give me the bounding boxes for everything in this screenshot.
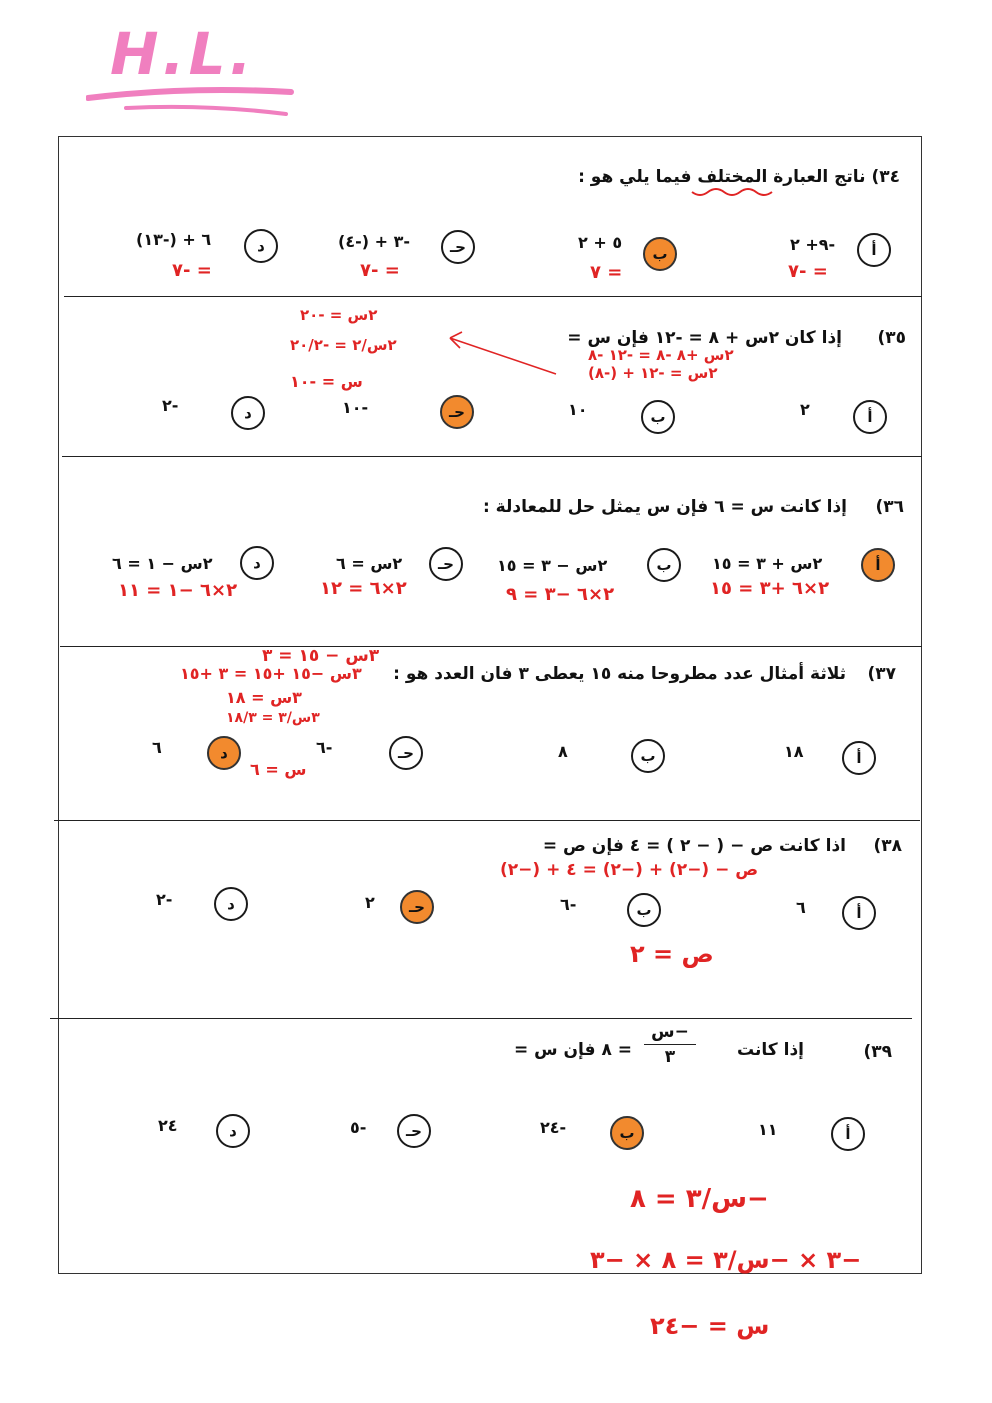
q38-work-line1: ص − (−٢) + (−٢) = ٤ + (−٢) xyxy=(500,860,759,880)
option-c-bubble[interactable]: حـ xyxy=(440,395,474,429)
option-a-work: ٢×٦ +٣ = ١٥ xyxy=(710,578,830,599)
q35-work-line1: ٢س +٨ -٨ = -١٢ -٨ xyxy=(588,346,734,364)
option-c-work: ٢×٦ = ١٢ xyxy=(320,578,407,599)
option-a-bubble[interactable]: أ xyxy=(831,1117,865,1151)
option-c-text: ٢س = ٦ xyxy=(336,554,403,573)
option-b-text: ١٠ xyxy=(568,400,588,419)
option-a-text: ٦ xyxy=(796,898,806,917)
initials-annotation: H.L. xyxy=(110,20,256,88)
option-a-work: = -٧ xyxy=(788,261,828,282)
option-c-bubble[interactable]: حـ xyxy=(397,1114,431,1148)
arrow-annotation xyxy=(440,326,560,380)
initials-underline xyxy=(86,84,296,134)
option-a-text: ٢س + ٣ = ١٥ xyxy=(712,554,823,573)
question-39-number: ٣٩) xyxy=(863,1042,892,1062)
option-a-bubble[interactable]: أ xyxy=(842,896,876,930)
option-b-text: ٥ + ٢ xyxy=(578,233,623,252)
option-a-text: ١١ xyxy=(758,1120,778,1139)
option-d-bubble[interactable]: د xyxy=(216,1114,250,1148)
option-a-bubble[interactable]: أ xyxy=(853,400,887,434)
underline-mark xyxy=(690,186,780,200)
q39-work-line2: −٣ × −س/٣ = ٨ × −٣ xyxy=(590,1246,862,1274)
option-a-text: -٩+ ٢ xyxy=(790,235,836,254)
option-c-text: -٥ xyxy=(350,1118,367,1137)
option-a-bubble[interactable]: أ xyxy=(842,741,876,775)
question-39-suffix: = ٨ فإن س = xyxy=(513,1040,632,1060)
option-a-text: ١٨ xyxy=(784,742,804,761)
option-b-text: -٦ xyxy=(560,895,577,914)
q35-work-line3: ٢س = -٢٠ xyxy=(300,306,378,324)
option-b-work: = ٧ xyxy=(590,262,623,283)
divider xyxy=(50,1018,912,1019)
fraction-numerator: −س xyxy=(651,1022,689,1042)
option-d-bubble[interactable]: د xyxy=(240,546,274,580)
q37-work-line2: ٣س −١٥ +١٥ = ٣ +١٥ xyxy=(180,664,362,683)
question-38-number: ٣٨) xyxy=(873,836,902,856)
option-b-bubble[interactable]: ب xyxy=(641,400,675,434)
q37-work-line3: ٣س = ١٨ xyxy=(226,688,302,707)
fraction-denominator: ٣ xyxy=(664,1047,676,1067)
question-36-stem: إذا كانت س = ٦ فإن س يمثل حل للمعادلة : xyxy=(482,497,847,517)
question-36-number: ٣٦) xyxy=(875,497,904,517)
option-b-text: -٢٤ xyxy=(540,1118,567,1137)
divider xyxy=(62,456,922,457)
option-b-bubble[interactable]: ب xyxy=(627,893,661,927)
option-d-bubble[interactable]: د xyxy=(244,229,278,263)
option-b-bubble[interactable]: ب xyxy=(643,237,677,271)
question-38-stem: اذا كانت ص − ( − ٢ ) = ٤ فإن ص = xyxy=(542,836,846,856)
q39-work-line3: س = −٢٤ xyxy=(650,1312,770,1340)
option-a-text: ٢ xyxy=(800,400,810,419)
question-35-stem: إذا كان ٢س + ٨ = -١٢ فإن س = xyxy=(567,328,842,348)
divider xyxy=(60,646,922,647)
divider xyxy=(64,296,922,297)
q37-work-line1: ٣س − ١٥ = ٣ xyxy=(262,646,380,666)
fraction-bar xyxy=(644,1044,696,1045)
worksheet-frame xyxy=(58,136,922,1274)
q38-work-line2: ص = ٢ xyxy=(630,940,714,968)
q39-work-line1: −س/٣ = ٨ xyxy=(630,1184,769,1214)
question-37-stem: ثلاثة أمثال عدد مطروحا منه ١٥ يعطى ٣ فان العدد هو : xyxy=(393,664,846,684)
option-a-bubble[interactable]: أ xyxy=(857,233,891,267)
option-d-text: ٢٤ xyxy=(158,1116,178,1135)
option-c-bubble[interactable]: حـ xyxy=(400,890,434,924)
option-c-text: ٢ xyxy=(365,893,375,912)
option-b-bubble[interactable]: ب xyxy=(647,548,681,582)
option-d-text: ٦ + (-١٣) xyxy=(136,230,212,249)
q37-work-line4: ٣س/٣ = ١٨/٣ xyxy=(226,710,320,726)
option-b-text: ٢س − ٣ = ١٥ xyxy=(497,556,608,575)
question-34-stem: ٣٤) ناتج العبارة المختلف فيما يلي هو : xyxy=(578,167,900,187)
option-c-bubble[interactable]: حـ xyxy=(429,547,463,581)
option-d-work: ٢×٦ −١ = ١١ xyxy=(118,580,238,601)
option-c-text: -٦ xyxy=(316,738,333,757)
option-d-text: -٢ xyxy=(156,890,173,909)
question-37-number: ٣٧) xyxy=(867,664,896,684)
option-b-bubble[interactable]: ب xyxy=(631,739,665,773)
option-d-text: ٦ xyxy=(152,738,162,757)
option-c-work: = -٧ xyxy=(360,260,400,281)
option-c-bubble[interactable]: حـ xyxy=(441,230,475,264)
option-d-work: = -٧ xyxy=(172,260,212,281)
q35-work-line4: ٢س/٢ = -٢٠/٢ xyxy=(290,336,397,354)
fraction xyxy=(640,1022,700,1067)
option-d-text: -٢ xyxy=(162,396,179,415)
option-a-bubble[interactable]: أ xyxy=(861,548,895,582)
option-c-text: -٣ + (-٤) xyxy=(338,232,410,251)
option-c-bubble[interactable]: حـ xyxy=(389,736,423,770)
question-35-number: ٣٥) xyxy=(877,328,906,348)
divider xyxy=(54,820,920,821)
option-d-bubble[interactable]: د xyxy=(207,736,241,770)
option-d-bubble[interactable]: د xyxy=(231,396,265,430)
option-d-bubble[interactable]: د xyxy=(214,887,248,921)
option-b-bubble[interactable]: ب xyxy=(610,1116,644,1150)
option-c-text: -١٠ xyxy=(342,398,369,417)
option-d-text: ٢س − ١ = ٦ xyxy=(112,554,213,573)
question-39-prefix: إذا كانت xyxy=(737,1040,804,1060)
q35-work-line5: س = -١٠ xyxy=(290,372,363,391)
q37-work-line5: س = ٦ xyxy=(250,760,307,779)
q35-work-line2: ٢س = -١٢ + (-٨) xyxy=(588,364,718,382)
option-b-text: ٨ xyxy=(558,742,568,761)
option-b-work: ٢×٦ −٣ = ٩ xyxy=(506,584,615,605)
